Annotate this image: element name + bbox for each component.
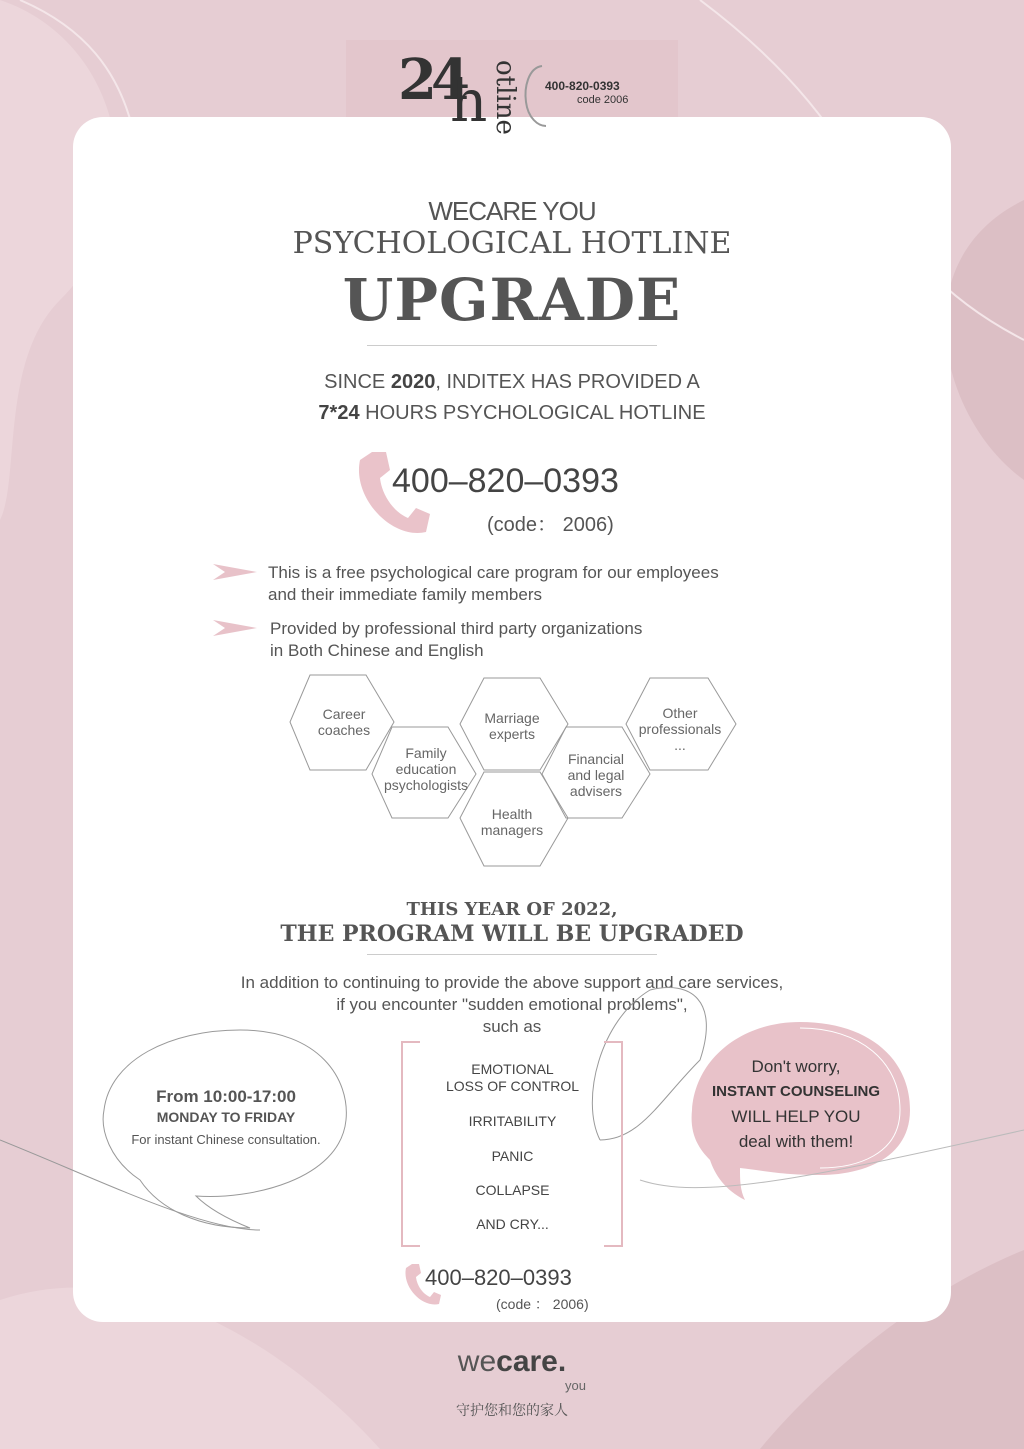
hex-label-health: Health managers bbox=[480, 806, 544, 838]
bullet-1-line1: This is a free psychological care program for our employees bbox=[268, 563, 719, 582]
right-bubble-line2: INSTANT COUNSELING bbox=[711, 1083, 881, 1100]
addition-text: In addition to continuing to provide the above support and care services, if you encounter "sudden emotional problems", such as bbox=[240, 973, 784, 1036]
hex-label-other: Other professionals ... bbox=[638, 705, 722, 753]
problem-item: AND CRY... bbox=[476, 1216, 549, 1232]
problem-item: COLLAPSE bbox=[475, 1182, 550, 1198]
right-bubble-line1: Don't worry, bbox=[751, 1057, 841, 1076]
title-upgrade: UPGRADE bbox=[342, 266, 682, 334]
hex-label-career: Career coaches bbox=[317, 706, 371, 738]
left-bubble-time: From 10:00-17:00 bbox=[156, 1087, 296, 1106]
problem-item: EMOTIONAL bbox=[471, 1061, 554, 1077]
title-psychological-hotline: PSYCHOLOGICAL HOTLINE bbox=[292, 226, 732, 261]
logo-otline: otline bbox=[490, 60, 520, 135]
right-bubble-line4: deal with them! bbox=[738, 1132, 854, 1151]
since-year: 2020 bbox=[390, 371, 436, 393]
problem-item: LOSS OF CONTROL bbox=[445, 1078, 580, 1094]
since-pre: SINCE bbox=[324, 371, 391, 393]
left-bubble-days: MONDAY TO FRIDAY bbox=[156, 1109, 296, 1125]
header-phone-number: 400-820-0393 bbox=[545, 79, 620, 93]
logo-h: h bbox=[450, 67, 488, 135]
bullet-2-line1: Provided by professional third party organizations bbox=[270, 619, 643, 638]
hours-bold: 7*24 bbox=[318, 402, 360, 424]
problem-item: IRRITABILITY bbox=[468, 1113, 557, 1129]
hours-post: HOURS PSYCHOLOGICAL HOTLINE bbox=[359, 402, 706, 424]
title-wecare: WECARE YOU bbox=[428, 196, 596, 226]
hex-label-financial: Financial and legal advisers bbox=[567, 751, 625, 799]
brand-you: you bbox=[565, 1378, 586, 1393]
wecare-logo bbox=[0, 1345, 1024, 1379]
program-heading: THE PROGRAM WILL BE UPGRADED bbox=[280, 921, 744, 947]
hex-label-family: Family education psychologists bbox=[383, 745, 469, 793]
brand-we: we bbox=[457, 1345, 497, 1378]
since-post: , INDITEX HAS PROVIDED A bbox=[435, 371, 700, 393]
header-code: code 2006 bbox=[577, 94, 629, 106]
footer-code: (code ： 2006) bbox=[496, 1296, 589, 1312]
hotline-phone-number: 400–820–0393 bbox=[392, 462, 619, 500]
logo-24: 24 bbox=[398, 47, 464, 113]
problem-item: PANIC bbox=[491, 1148, 534, 1164]
year-heading: THIS YEAR OF 2022, bbox=[406, 899, 618, 920]
bullet-2-line2: in Both Chinese and English bbox=[270, 641, 484, 660]
hex-label-marriage: Marriage experts bbox=[484, 710, 540, 742]
bullet-1-line2: and their immediate family members bbox=[268, 585, 542, 604]
footer-phone-number: 400–820–0393 bbox=[425, 1265, 572, 1290]
brand-chinese-slogan: 守护您和您的家人 bbox=[456, 1402, 568, 1418]
brand-care: care. bbox=[496, 1345, 567, 1378]
right-bubble-line3: WILL HELP YOU bbox=[731, 1107, 861, 1126]
left-bubble-note: For instant Chinese consultation. bbox=[131, 1132, 321, 1147]
hotline-code: (code： 2006) bbox=[487, 514, 614, 536]
